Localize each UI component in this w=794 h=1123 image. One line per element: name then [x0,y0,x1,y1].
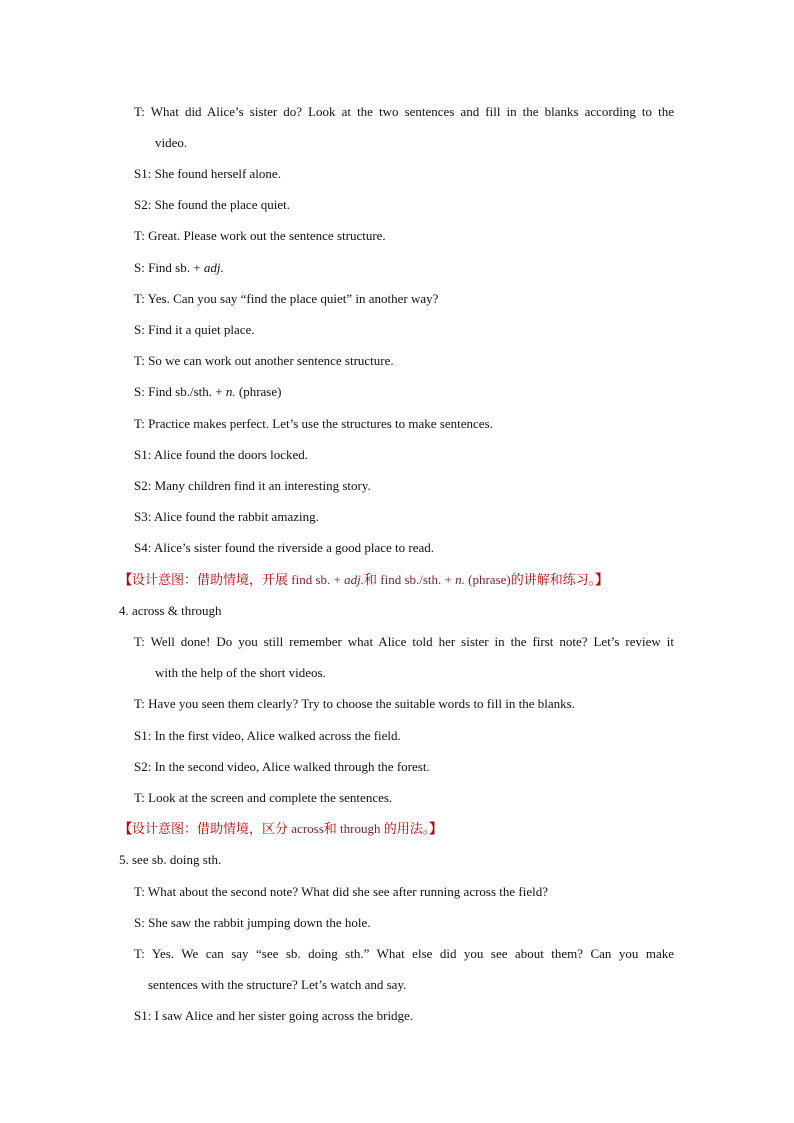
text-line: S1: Alice found the doors locked. [134,447,309,462]
text-line: S1: I saw Alice and her sister going across the bridge. [134,1008,414,1023]
text-line: T: Yes. Can you say “find the place quiet” in another way? [134,291,439,306]
text-line: T: Look at the screen and complete the sentences. [134,790,393,805]
note-heading: 设计意图：借助情境，开展 [132,572,292,587]
note-term: through [340,821,381,836]
note-heading: 设计意图：借助情境，区分 [132,821,292,836]
text-line: T: Yes. We can say “see sb. doing sth.” What else did you see about them? Can you make [134,946,674,961]
note-term: find sb. + [291,572,345,587]
text-line [134,384,281,400]
text-segment: S: Find sb./sth. + [134,384,226,399]
text-line: S1: In the first video, Alice walked across the field. [134,728,401,743]
note-bracket-close: 】 [429,821,443,836]
text-line: S2: Many children find it an interesting story. [134,478,371,493]
section-heading: 4. across & through [119,603,222,618]
note-connector: 和 [323,821,341,836]
design-intent-note [119,821,442,837]
text-line: S: She saw the rabbit jumping down the hole. [134,915,371,930]
note-bracket-open: 【 [119,821,133,836]
text-segment: (phrase) [235,384,282,399]
text-line: S4: Alice’s sister found the riverside a good place to read. [134,540,435,555]
text-line: T: What did Alice’s sister do? Look at the two sentences and fill in the blanks according to the [134,104,674,119]
note-term-italic: n. [455,572,465,587]
text-line: S1: She found herself alone. [134,166,281,181]
text-line: T: Practice makes perfect. Let’s use the structures to make sentences. [134,416,493,431]
text-line: T: Well done! Do you still remember what Alice told her sister in the first note? Let’s review it [134,634,674,649]
note-connector: 和 [364,572,381,587]
note-term: across [291,821,324,836]
text-line: T: Great. Please work out the sentence structure. [134,228,386,243]
section-heading: 5. see sb. doing sth. [119,852,222,867]
note-term: find sb./sth. + [380,572,456,587]
text-line [134,260,224,276]
text-line: T: Have you seen them clearly? Try to choose the suitable words to fill in the blanks. [134,696,575,711]
italic-term: n. [225,384,236,399]
note-bracket-close: 】 [595,572,609,587]
text-segment: S: Find sb. + [134,260,204,275]
text-line: S2: She found the place quiet. [134,197,290,212]
text-line: T: What about the second note? What did she see after running across the field? [134,884,549,899]
note-term-italic: adj. [344,572,364,587]
italic-term: adj. [203,260,224,275]
text-line: S3: Alice found the rabbit amazing. [134,509,319,524]
text-line: video. [155,135,188,150]
text-line: sentences with the structure? Let’s watch and say. [148,977,407,992]
text-line: T: So we can work out another sentence structure. [134,353,394,368]
note-bracket-open: 【 [119,572,133,587]
note-tail: 的用法。 [380,821,430,836]
note-term: (phrase) [464,572,511,587]
text-line: S: Find it a quiet place. [134,322,255,337]
text-line: with the help of the short videos. [155,665,326,680]
note-tail: 的讲解和练习。 [510,572,596,587]
text-line: S2: In the second video, Alice walked through the forest. [134,759,430,774]
design-intent-note [119,572,608,588]
